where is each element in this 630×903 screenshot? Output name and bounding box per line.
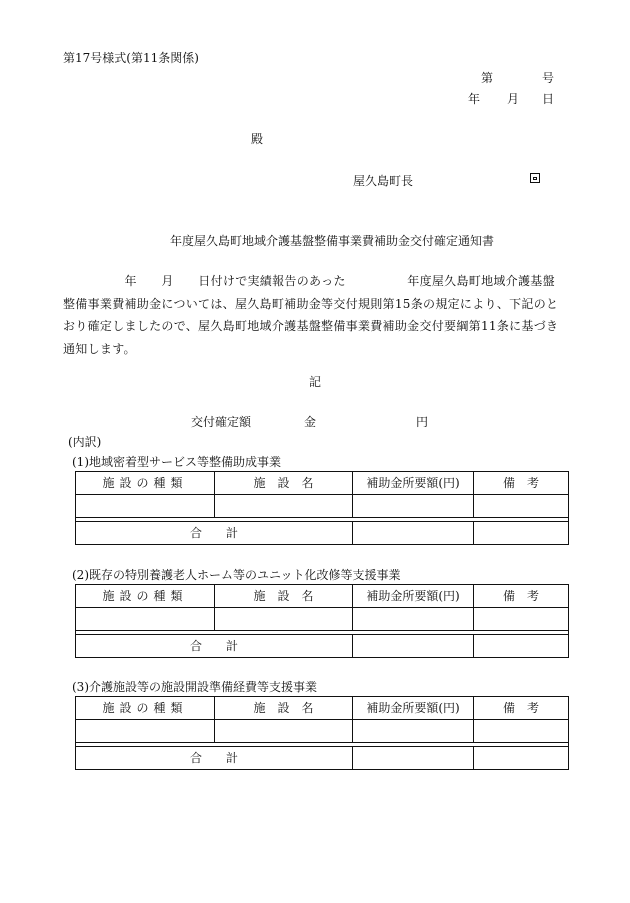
total-label: 合 計 xyxy=(76,635,353,658)
form-label: 第17号様式(第11条関係) xyxy=(63,51,199,65)
addressee-honorific: 殿 xyxy=(251,132,264,146)
total-amount-cell[interactable] xyxy=(353,522,474,545)
total-row xyxy=(76,747,569,770)
document-title: 年度屋久島町地域介護基盤整備事業費補助金交付確定通知書 xyxy=(170,234,495,248)
seal-stamp-icon xyxy=(530,173,540,183)
total-label: 合 計 xyxy=(76,747,353,770)
date-day: 日 xyxy=(542,92,555,106)
header-remarks: 備 考 xyxy=(474,585,569,608)
confirmed-amount-label: 交付確定額 xyxy=(191,415,252,429)
section-heading: (2)既存の特別養護老人ホーム等のユニット化改修等支援事業 xyxy=(72,568,401,582)
table-header-row xyxy=(76,472,569,495)
header-required-amount: 補助金所要額(円) xyxy=(353,697,474,720)
total-remarks-cell[interactable] xyxy=(474,635,569,658)
header-facility-name: 施 設 名 xyxy=(215,697,353,720)
cell-facility-name[interactable] xyxy=(215,495,353,518)
amount-yen: 円 xyxy=(416,415,429,429)
breakdown-label: (内訳) xyxy=(68,435,102,449)
table-row xyxy=(76,720,569,743)
header-facility-type: 施設の種類 xyxy=(76,472,215,495)
cell-remarks[interactable] xyxy=(474,720,569,743)
cell-required-amount[interactable] xyxy=(353,495,474,518)
issuer-name: 屋久島町長 xyxy=(353,174,414,188)
table-row xyxy=(76,495,569,518)
total-row xyxy=(76,635,569,658)
total-remarks-cell[interactable] xyxy=(474,747,569,770)
header-facility-type: 施設の種類 xyxy=(76,697,215,720)
total-amount-cell[interactable] xyxy=(353,747,474,770)
amount-kin: 金 xyxy=(304,415,317,429)
date-month: 月 xyxy=(507,92,520,106)
body-paragraph: 年 月 日付けで実績報告のあった 年度屋久島町地域介護基盤 整備事業費補助金については、屋久島町補助金等交付規則第15条の規定により、下記のと おり確定しましたので、屋久島町地域介護基盤整備事業費補助金交付要綱第11条に基づき 通知します。 xyxy=(63,274,559,356)
table-header-row xyxy=(76,585,569,608)
table-row xyxy=(76,608,569,631)
table-header-row xyxy=(76,697,569,720)
header-remarks: 備 考 xyxy=(474,697,569,720)
header-required-amount: 補助金所要額(円) xyxy=(353,472,474,495)
document-number-go: 号 xyxy=(542,71,555,85)
cell-required-amount[interactable] xyxy=(353,608,474,631)
ki-marker: 記 xyxy=(309,375,322,389)
total-row xyxy=(76,522,569,545)
section-heading: (1)地域密着型サービス等整備助成事業 xyxy=(72,455,281,469)
header-required-amount: 補助金所要額(円) xyxy=(353,585,474,608)
section-table xyxy=(75,696,569,770)
total-label: 合 計 xyxy=(76,522,353,545)
cell-remarks[interactable] xyxy=(474,495,569,518)
document-number-dai: 第 xyxy=(481,71,494,85)
header-remarks: 備 考 xyxy=(474,472,569,495)
total-remarks-cell[interactable] xyxy=(474,522,569,545)
section-table xyxy=(75,471,569,545)
cell-facility-type[interactable] xyxy=(76,720,215,743)
cell-facility-name[interactable] xyxy=(215,608,353,631)
cell-facility-type[interactable] xyxy=(76,608,215,631)
header-facility-type: 施設の種類 xyxy=(76,585,215,608)
section-heading: (3)介護施設等の施設開設準備経費等支援事業 xyxy=(72,680,317,694)
section-table xyxy=(75,584,569,658)
header-facility-name: 施 設 名 xyxy=(215,585,353,608)
cell-facility-name[interactable] xyxy=(215,720,353,743)
total-amount-cell[interactable] xyxy=(353,635,474,658)
cell-required-amount[interactable] xyxy=(353,720,474,743)
date-year: 年 xyxy=(468,92,481,106)
cell-remarks[interactable] xyxy=(474,608,569,631)
cell-facility-type[interactable] xyxy=(76,495,215,518)
header-facility-name: 施 設 名 xyxy=(215,472,353,495)
